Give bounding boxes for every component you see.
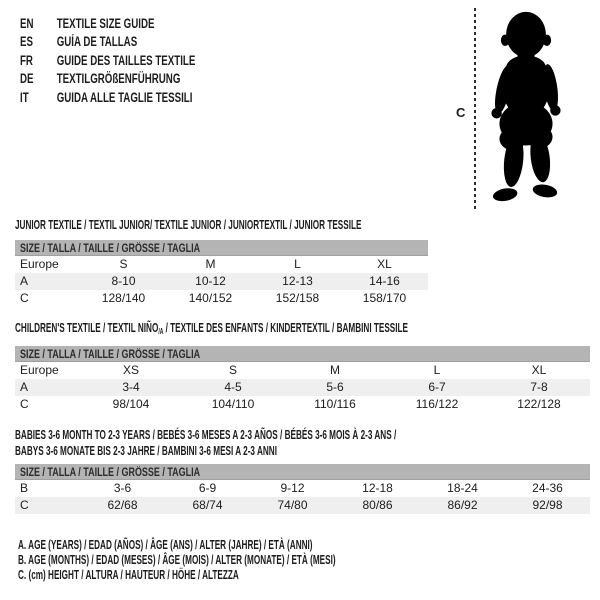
row-label: Europe (20, 363, 59, 377)
babies-size-table (15, 464, 590, 514)
age-cell: 12-13 (282, 274, 313, 288)
language-title-list (20, 14, 264, 107)
height-cell: 68/74 (192, 498, 223, 512)
row-label: C (20, 397, 29, 411)
table-row-height (15, 290, 428, 307)
row-label: C (20, 291, 29, 305)
age-cell: 10-12 (195, 274, 226, 288)
table-row-age-months (15, 480, 590, 497)
row-label: A (20, 380, 29, 394)
size-cell: M (205, 257, 216, 271)
age-cell: 7-8 (530, 380, 548, 394)
children-title-post: / TEXTILE DES ENFANTS / KINDERTEXTIL / BAMBINI TESSILE (163, 320, 409, 335)
age-cell: 6-9 (198, 481, 217, 495)
size-cell: S (119, 257, 128, 271)
height-cell: 122/128 (517, 397, 561, 411)
age-cell: 24-36 (532, 481, 563, 495)
age-cell: 4-5 (224, 380, 242, 394)
row-label: Europe (20, 257, 59, 271)
height-measure-label: C (456, 105, 466, 120)
size-cell: XL (377, 257, 392, 271)
language-row-en (20, 14, 195, 33)
language-title: TEXTILGRÖßENFÜHRUNG (56, 71, 181, 87)
table-row-age (15, 273, 428, 290)
language-code: EN (20, 15, 34, 31)
age-cell: 3-4 (122, 380, 140, 394)
language-row-es (20, 33, 195, 52)
language-code: FR (20, 52, 33, 68)
height-cell: 86/92 (447, 498, 478, 512)
junior-table-title: JUNIOR TEXTILE / TEXTIL JUNIOR/ TEXTILE JUNIOR / JUNIORTEXTIL / JUNIOR TESSILE (15, 217, 362, 232)
age-cell: 12-18 (362, 481, 393, 495)
size-header-text: SIZE / TALLA / TAILLE / GRÖSSE / TAGLIA (20, 467, 201, 479)
height-cell: 158/170 (362, 291, 407, 305)
children-table-title (15, 320, 408, 340)
age-cell: 18-24 (447, 481, 478, 495)
toddler-silhouette-icon (478, 9, 574, 208)
table-row-height (15, 497, 590, 514)
language-title: GUIDE DES TAILLES TEXTILE (56, 52, 196, 68)
language-row-de (20, 70, 195, 89)
size-header-bar (15, 464, 590, 480)
language-row-it (20, 88, 195, 107)
size-cell: XL (531, 363, 547, 377)
height-cell: 74/80 (277, 498, 308, 512)
height-cell: 104/110 (211, 397, 255, 411)
height-cell: 80/86 (362, 498, 393, 512)
children-title-sub: /A (158, 327, 164, 336)
size-cell: L (294, 257, 301, 271)
language-title: GUÍA DE TALLAS (56, 34, 138, 50)
size-header-bar (15, 240, 428, 256)
children-title-pre: CHILDREN'S TEXTILE / TEXTIL NIÑO (15, 320, 159, 335)
babies-table-title (15, 427, 396, 458)
children-size-table (15, 346, 590, 413)
height-cell: 110/116 (314, 397, 356, 411)
language-title: GUIDA ALLE TAGLIE TESSILI (56, 89, 193, 105)
age-cell: 3-6 (113, 481, 132, 495)
babies-title-line2: BABYS 3-6 MONATE BIS 2-3 JAHRE / BAMBINI 3-6 MESI A 2-3 ANNI (15, 442, 277, 458)
height-cell: 152/158 (275, 291, 320, 305)
height-measure-dashed-line (474, 8, 476, 210)
height-cell: 116/122 (415, 397, 459, 411)
junior-size-table (15, 240, 428, 307)
age-cell: 5-6 (326, 380, 344, 394)
table-row-europe (15, 362, 590, 379)
height-cell: 92/98 (532, 498, 563, 512)
size-header-bar (15, 346, 590, 362)
note-age-years: A. AGE (YEARS) / EDAD (AÑOS) / ÂGE (ANS) / ALTER (JAHRE) / ETÀ (ANNI) (18, 537, 313, 552)
language-title: TEXTILE SIZE GUIDE (56, 15, 155, 31)
language-code: IT (20, 89, 29, 105)
legend-notes (18, 537, 522, 583)
age-cell: 14-16 (369, 274, 400, 288)
size-cell: XS (122, 363, 139, 377)
height-cell: 62/68 (107, 498, 138, 512)
size-cell: M (330, 363, 340, 377)
note-age-months: B. AGE (MONTHS) / EDAD (MESES) / ÂGE (MOIS) / ALTER (MONATE) / ETÀ (MESI) (18, 552, 336, 568)
age-cell: 6-7 (428, 380, 446, 394)
age-cell: 8-10 (111, 274, 136, 288)
size-cell: L (433, 363, 441, 377)
age-cell: 9-12 (280, 481, 305, 495)
size-header-text: SIZE / TALLA / TAILLE / GRÖSSE / TAGLIA (20, 243, 201, 255)
row-label: A (20, 274, 29, 288)
row-label: C (20, 498, 29, 512)
size-header-text: SIZE / TALLA / TAILLE / GRÖSSE / TAGLIA (20, 349, 201, 361)
language-code: ES (20, 34, 33, 50)
height-cell: 128/140 (101, 291, 146, 305)
row-label: B (20, 481, 29, 495)
height-cell: 140/152 (188, 291, 233, 305)
size-cell: S (228, 363, 237, 377)
height-cell: 98/104 (112, 397, 150, 411)
table-row-europe (15, 256, 428, 273)
language-row-fr (20, 51, 195, 70)
note-height-cm: C. (cm) HEIGHT / ALTURA / HAUTEUR / HÖHE / ALTEZZA (18, 567, 239, 583)
table-row-age (15, 379, 590, 396)
table-row-height (15, 396, 590, 413)
babies-title-line1: BABIES 3-6 MONTH TO 2-3 YEARS / BEBÉS 3-6 MESES A 2-3 AÑOS / BÉBÉS 3-6 MOIS À 2-3 ANS / (15, 427, 397, 442)
language-code: DE (20, 71, 34, 87)
